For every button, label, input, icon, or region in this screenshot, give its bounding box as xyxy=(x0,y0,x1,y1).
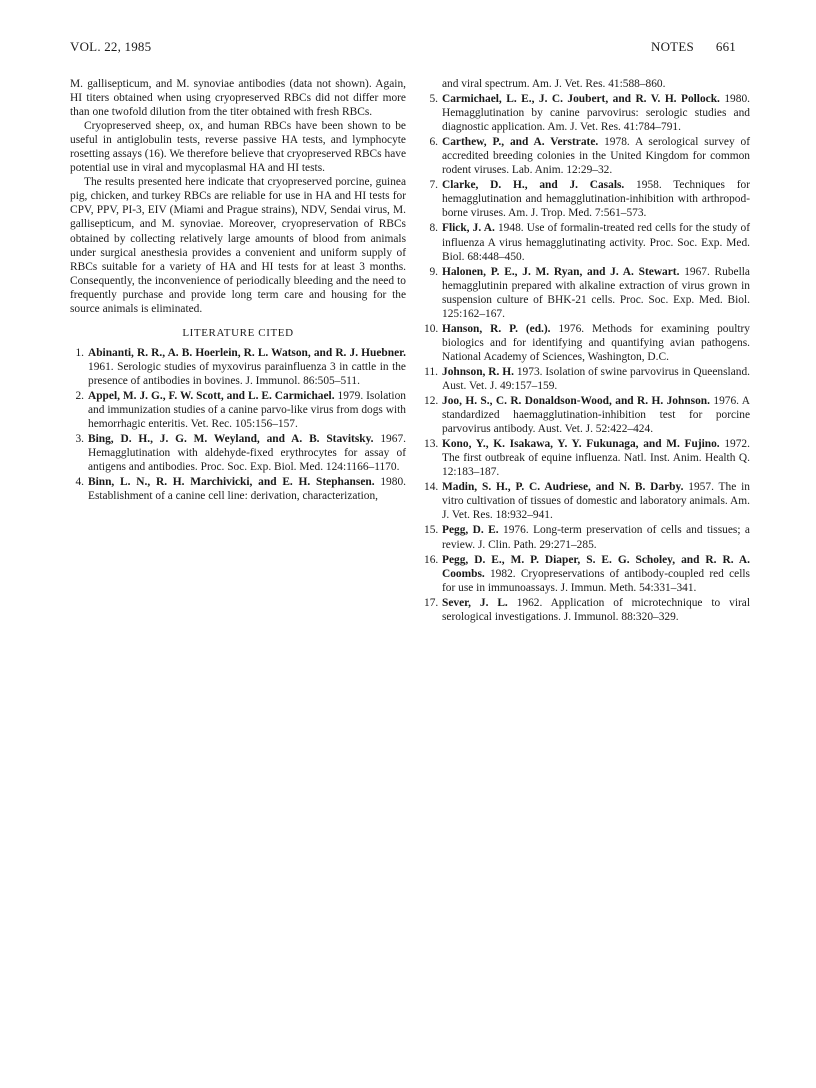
reference-authors: Pegg, D. E. xyxy=(442,524,499,537)
reference-authors: Bing, D. H., J. G. M. Weyland, and A. B. Stavitsky. xyxy=(88,433,374,446)
reference-number: 4. xyxy=(75,476,84,489)
reference-item xyxy=(70,475,406,503)
reference-number: 5. xyxy=(429,93,438,106)
right-column xyxy=(424,77,750,625)
reference-item xyxy=(424,322,750,364)
reference-number: 17. xyxy=(424,596,439,609)
reference-number: 15. xyxy=(424,524,439,537)
reference-number: 10. xyxy=(424,322,439,335)
reference-text: 1980. Hemagglutination by canine parvovirus: serologic studies and diagnostic application. Am. J. Vet. Res. 41:784–791. xyxy=(442,93,750,134)
reference-text: 1967. Hemagglutination with aldehyde-fixed erythrocytes for assay of antigens and antibodies. Proc. Soc. Exp. Biol. Med. 124:1166–1170. xyxy=(88,433,406,474)
reference-item xyxy=(424,394,750,436)
reference-text: 1972. The first outbreak of equine influenza. Natl. Inst. Anim. Health Q. 12:183–187. xyxy=(442,438,750,479)
reference-list xyxy=(70,346,406,504)
reference-authors: Carmichael, L. E., J. C. Joubert, and R. V. H. Pollock. xyxy=(442,93,720,106)
reference-item xyxy=(70,432,406,474)
reference-authors: Sever, J. L. xyxy=(442,596,508,609)
body-paragraph: Cryopreserved sheep, ox, and human RBCs have been shown to be useful in antiglobulin tests, reverse passive HA tests, and lymphocyte rosetting assays (16). We therefore believe that cryopreserved RBCs have potential use in viral and mycoplasmal HA and HI tests. xyxy=(70,120,406,175)
body-paragraph: The results presented here indicate that cryopreserved porcine, guinea pig, chicken, and turkey RBCs are reliable for use in HA and HI tests for CPV, PPV, PI-3, EIV (Miami and Prague strains), NDV, Sendai virus, M. gallisepticum, and M. synoviae. Moreover, cryopreservation of RBCs obtained by collecting relatively large amounts of blood from animals under surgical anesthesia provides a convenient and uniform supply of RBCs suitable for a variety of HA and HI tests for at least 3 months. Consequently, the inconvenience of periodically bleeding and the need to frequently purchase and provide long term care and housing for the source animals is eliminated. xyxy=(70,176,406,315)
running-header-volume: VOL. 22, 1985 xyxy=(70,39,152,54)
reference-item xyxy=(424,523,750,551)
reference-authors: Clarke, D. H., and J. Casals. xyxy=(442,179,625,192)
reference-authors: Carthew, P., and A. Verstrate. xyxy=(442,136,599,149)
section-title-literature-cited: LITERATURE CITED xyxy=(182,326,294,339)
reference-authors: Kono, Y., K. Isakawa, Y. Y. Fukunaga, and M. Fujino. xyxy=(442,438,720,451)
reference-number: 11. xyxy=(424,365,438,378)
reference-authors: Hanson, R. P. (ed.). xyxy=(442,322,551,335)
reference-item xyxy=(424,135,750,177)
running-header-right xyxy=(651,39,736,55)
reference-number: 2. xyxy=(75,389,84,402)
reference-item xyxy=(424,221,750,263)
reference-item xyxy=(424,265,750,321)
reference-authors: Abinanti, R. R., A. B. Hoerlein, R. L. Watson, and R. J. Huebner. xyxy=(88,346,406,359)
reference-number: 12. xyxy=(424,395,439,408)
reference-text: 1962. Application of microtechnique to viral serological investigations. J. Immunol. 88:320–329. xyxy=(442,596,750,623)
reference-item xyxy=(424,553,750,595)
reference-item xyxy=(424,178,750,220)
reference-text: 1976. Long-term preservation of cells and tissues; a review. J. Clin. Path. 29:271–285. xyxy=(442,524,750,551)
reference-text: 1967. Rubella hemagglutinin prepared with alkaline extraction of virus grown in suspension culture of BHK-21 cells. Proc. Soc. Exp. Med. Biol. 125:162–167. xyxy=(442,265,750,320)
reference-item xyxy=(424,437,750,479)
reference-continuation: and viral spectrum. Am. J. Vet. Res. 41:588–860. xyxy=(442,78,666,90)
reference-text: 1958. Techniques for hemagglutination and hemagglutination-inhibition with arthropod-borne viruses. Am. J. Trop. Med. 7:561–573. xyxy=(442,179,750,220)
reference-text: 1957. The in vitro cultivation of tissues of domestic and laboratory animals. Am. J. Vet. Res. 18:932–941. xyxy=(442,481,750,522)
reference-number: 16. xyxy=(424,553,439,566)
running-header-section: NOTES xyxy=(651,39,694,54)
reference-number: 9. xyxy=(429,265,438,278)
reference-number: 14. xyxy=(424,481,439,494)
reference-authors: Pegg, D. E., M. P. Diaper, S. E. G. Scholey, and R. R. A. Coombs. xyxy=(442,553,750,580)
reference-text: 1980. Establishment of a canine cell line: derivation, characterization, xyxy=(88,476,406,503)
reference-text: 1979. Isolation and immunization studies of a canine parvo-like virus from dogs with hemorrhagic enteritis. Vet. Rec. 105:156–157. xyxy=(88,389,406,431)
reference-item xyxy=(70,389,406,431)
reference-number: 1. xyxy=(75,346,84,359)
reference-authors: Madin, S. H., P. C. Audriese, and N. B. Darby. xyxy=(442,481,684,494)
reference-number: 6. xyxy=(429,136,438,149)
reference-authors: Joo, H. S., C. R. Donaldson-Wood, and R. H. Johnson. xyxy=(442,395,710,408)
reference-number: 13. xyxy=(424,438,439,451)
reference-text: 1973. Isolation of swine parvovirus in Queensland. Aust. Vet. J. 49:157–159. xyxy=(442,365,750,392)
reference-authors: Halonen, P. E., J. M. Ryan, and J. A. Stewart. xyxy=(442,265,680,278)
reference-text: 1978. A serological survey of accredited breeding colonies in the United Kingdom for common rodent viruses. Lab. Anim. 12:29–32. xyxy=(442,136,750,177)
body-paragraph: M. gallisepticum, and M. synoviae antibodies (data not shown). Again, HI titers obtained when using cryopreserved RBCs did not differ more than one twofold dilution from the titer obtained with fresh RBCs. xyxy=(70,78,406,119)
reference-item xyxy=(424,92,750,134)
reference-item xyxy=(424,596,750,624)
left-column xyxy=(70,77,406,504)
reference-text: 1961. Serologic studies of myxovirus parainfluenza 3 in cattle in the presence of antibodies in bovines. J. Immunol. 86:505–511. xyxy=(88,360,406,387)
reference-authors: Flick, J. A. xyxy=(442,222,495,235)
reference-number: 7. xyxy=(429,179,438,192)
reference-number: 3. xyxy=(75,433,84,446)
reference-item xyxy=(424,480,750,522)
reference-item xyxy=(424,365,750,393)
reference-text: 1982. Cryopreservations of antibody-coupled red cells for use in immunoassays. J. Immun. Meth. 54:331–341. xyxy=(442,567,750,594)
page-number: 661 xyxy=(715,39,736,54)
reference-list xyxy=(424,92,750,624)
reference-text: 1976. Methods for examining poultry biologics and for identifying and quantifying avian pathogens. National Academy of Sciences, Washington, D.C. xyxy=(442,322,751,363)
reference-authors: Appel, M. J. G., F. W. Scott, and L. E. Carmichael. xyxy=(88,389,335,402)
reference-authors: Binn, L. N., R. H. Marchivicki, and E. H. Stephansen. xyxy=(88,476,375,489)
reference-text: 1948. Use of formalin-treated red cells for the study of influenza A virus hemagglutinating activity. Proc. Soc. Exp. Med. Biol. 68:448–450. xyxy=(442,222,750,263)
reference-item xyxy=(70,346,406,388)
reference-authors: Johnson, R. H. xyxy=(442,365,514,378)
reference-number: 8. xyxy=(429,222,438,235)
reference-text: 1976. A standardized haemagglutination-inhibition test for porcine parvovirus antibody. Aust. Vet. J. 52:422–424. xyxy=(442,395,750,436)
